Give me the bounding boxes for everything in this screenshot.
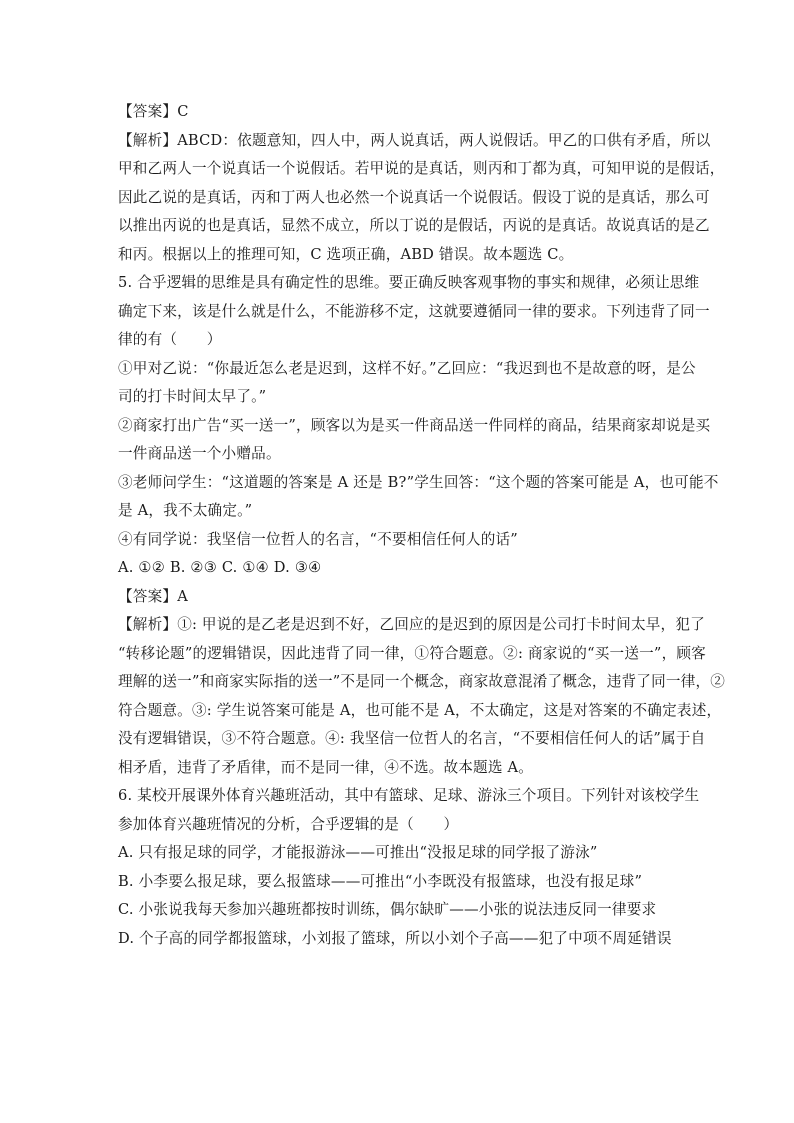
q4-analysis-line: 和丙。根据以上的推理可知，C 选项正确，ABD 错误。故本题选 C。	[118, 245, 574, 263]
q5-item-line: ②商家打出广告“买一送一”，顾客以为是买一件商品送一件同样的商品，结果商家却说是买	[118, 416, 711, 434]
q5-stem-line: 确定下来，该是什么就是什么，不能游移不定，这就要遵循同一律的要求。下列违背了同一	[118, 302, 710, 320]
q4-analysis-line: 以推出丙说的也是真话，显然不成立，所以丁说的是假话，丙说的是真话。故说真话的是乙	[118, 217, 710, 234]
answer-value: A	[177, 587, 188, 605]
q5-item-line: 是 A，我不太确定。”	[118, 502, 253, 519]
q4-answer-line	[118, 98, 678, 127]
q4-analysis-line: 因此乙说的是真话，丙和丁两人也必然一个说真话一个说假话。假设丁说的是真话，那么可	[118, 188, 710, 206]
q6-stem-line: 6. 某校开展课外体育兴趣班活动，其中有篮球、足球、游泳三个项目。下列针对该校学生	[118, 787, 700, 804]
answer-value: C	[177, 103, 189, 120]
q4-analysis-line	[118, 127, 711, 156]
analysis-label: 【解析】	[118, 616, 178, 633]
q6-option-a: A. 只有报足球的同学，才能报游泳——可推出“没报足球的同学报了游泳”	[118, 844, 598, 861]
q6-option-c: C. 小张说我每天参加兴趣班都按时训练，偶尔缺旷——小张的说法违反同一律要求	[118, 901, 657, 918]
q5-analysis-line: “转移论题”的逻辑错误，因此违背了同一律，①符合题意。②: 商家说的“买一送一”，顾客	[118, 644, 706, 662]
q5-item-line: 一件商品送一个小赠品。	[118, 445, 281, 462]
answer-label: 【答案】	[118, 587, 178, 605]
q5-analysis-line: 理解的送一”和商家实际指的送一”不是同一个概念，商家故意混淆了概念，违背了同一律，②	[118, 673, 726, 690]
q5-options-line: A. ①② B. ②③ C. ①④ D. ③④	[118, 559, 322, 576]
q5-stem-line: 律的有（ ）	[118, 331, 222, 348]
q5-item-line: 司的打卡时间太早了。”	[118, 388, 267, 405]
q5-stem-line: 5. 合乎逻辑的思维是具有确定性的思维。要正确反映客观事物的事实和规律，必须让思维	[118, 274, 700, 291]
q5-answer-line	[118, 583, 678, 612]
q6-stem-line: 参加体育兴趣班情况的分析，合乎逻辑的是（ ）	[118, 815, 459, 833]
q5-analysis-line: 符合题意。③: 学生说答案可能是 A，也可能不是 A，不太确定，这是对答案的不确定表述，	[118, 701, 722, 719]
q4-analysis-line: 甲和乙两人一个说真话一个说假话。若甲说的是真话，则丙和丁都为真，可知甲说的是假话，	[118, 160, 725, 177]
q5-analysis-line: 相矛盾，违背了矛盾律，而不是同一律，④不选。故本题选 A。	[118, 758, 534, 776]
q5-item-line: ①甲对乙说：“你最近怎么老是迟到，这样不好。”乙回应：“我迟到也不是故意的呀，是公	[118, 359, 696, 377]
q5-analysis-line: 没有逻辑错误，③不符合题意。④: 我坚信一位哲人的名言，“不要相信任何人的话”属于自	[118, 730, 706, 747]
q5-analysis-line	[118, 611, 705, 640]
q5-item-line: ④有同学说：我坚信一位哲人的名言，“不要相信任何人的话”	[118, 530, 518, 548]
answer-label: 【答案】	[118, 103, 178, 120]
analysis-text: ①: 甲说的是乙老是迟到不好，乙回应的是迟到的原因是公司打卡时间太早，犯了	[177, 616, 705, 633]
q6-option-d: D. 个子高的同学都报篮球，小刘报了篮球，所以小刘个子高——犯了中项不周延错误	[118, 929, 672, 947]
analysis-text: ABCD：依题意知，四人中，两人说真话，两人说假话。甲乙的口供有矛盾，所以	[177, 131, 711, 149]
page-content	[118, 98, 726, 953]
q6-option-b: B. 小李要么报足球，要么报篮球——可推出“小李既没有报篮球，也没有报足球”	[118, 872, 643, 890]
q5-item-line: ③老师问学生：“这道题的答案是 A 还是 B?”学生回答：“这个题的答案可能是 A，也可能不	[118, 473, 719, 491]
analysis-label: 【解析】	[118, 131, 178, 149]
